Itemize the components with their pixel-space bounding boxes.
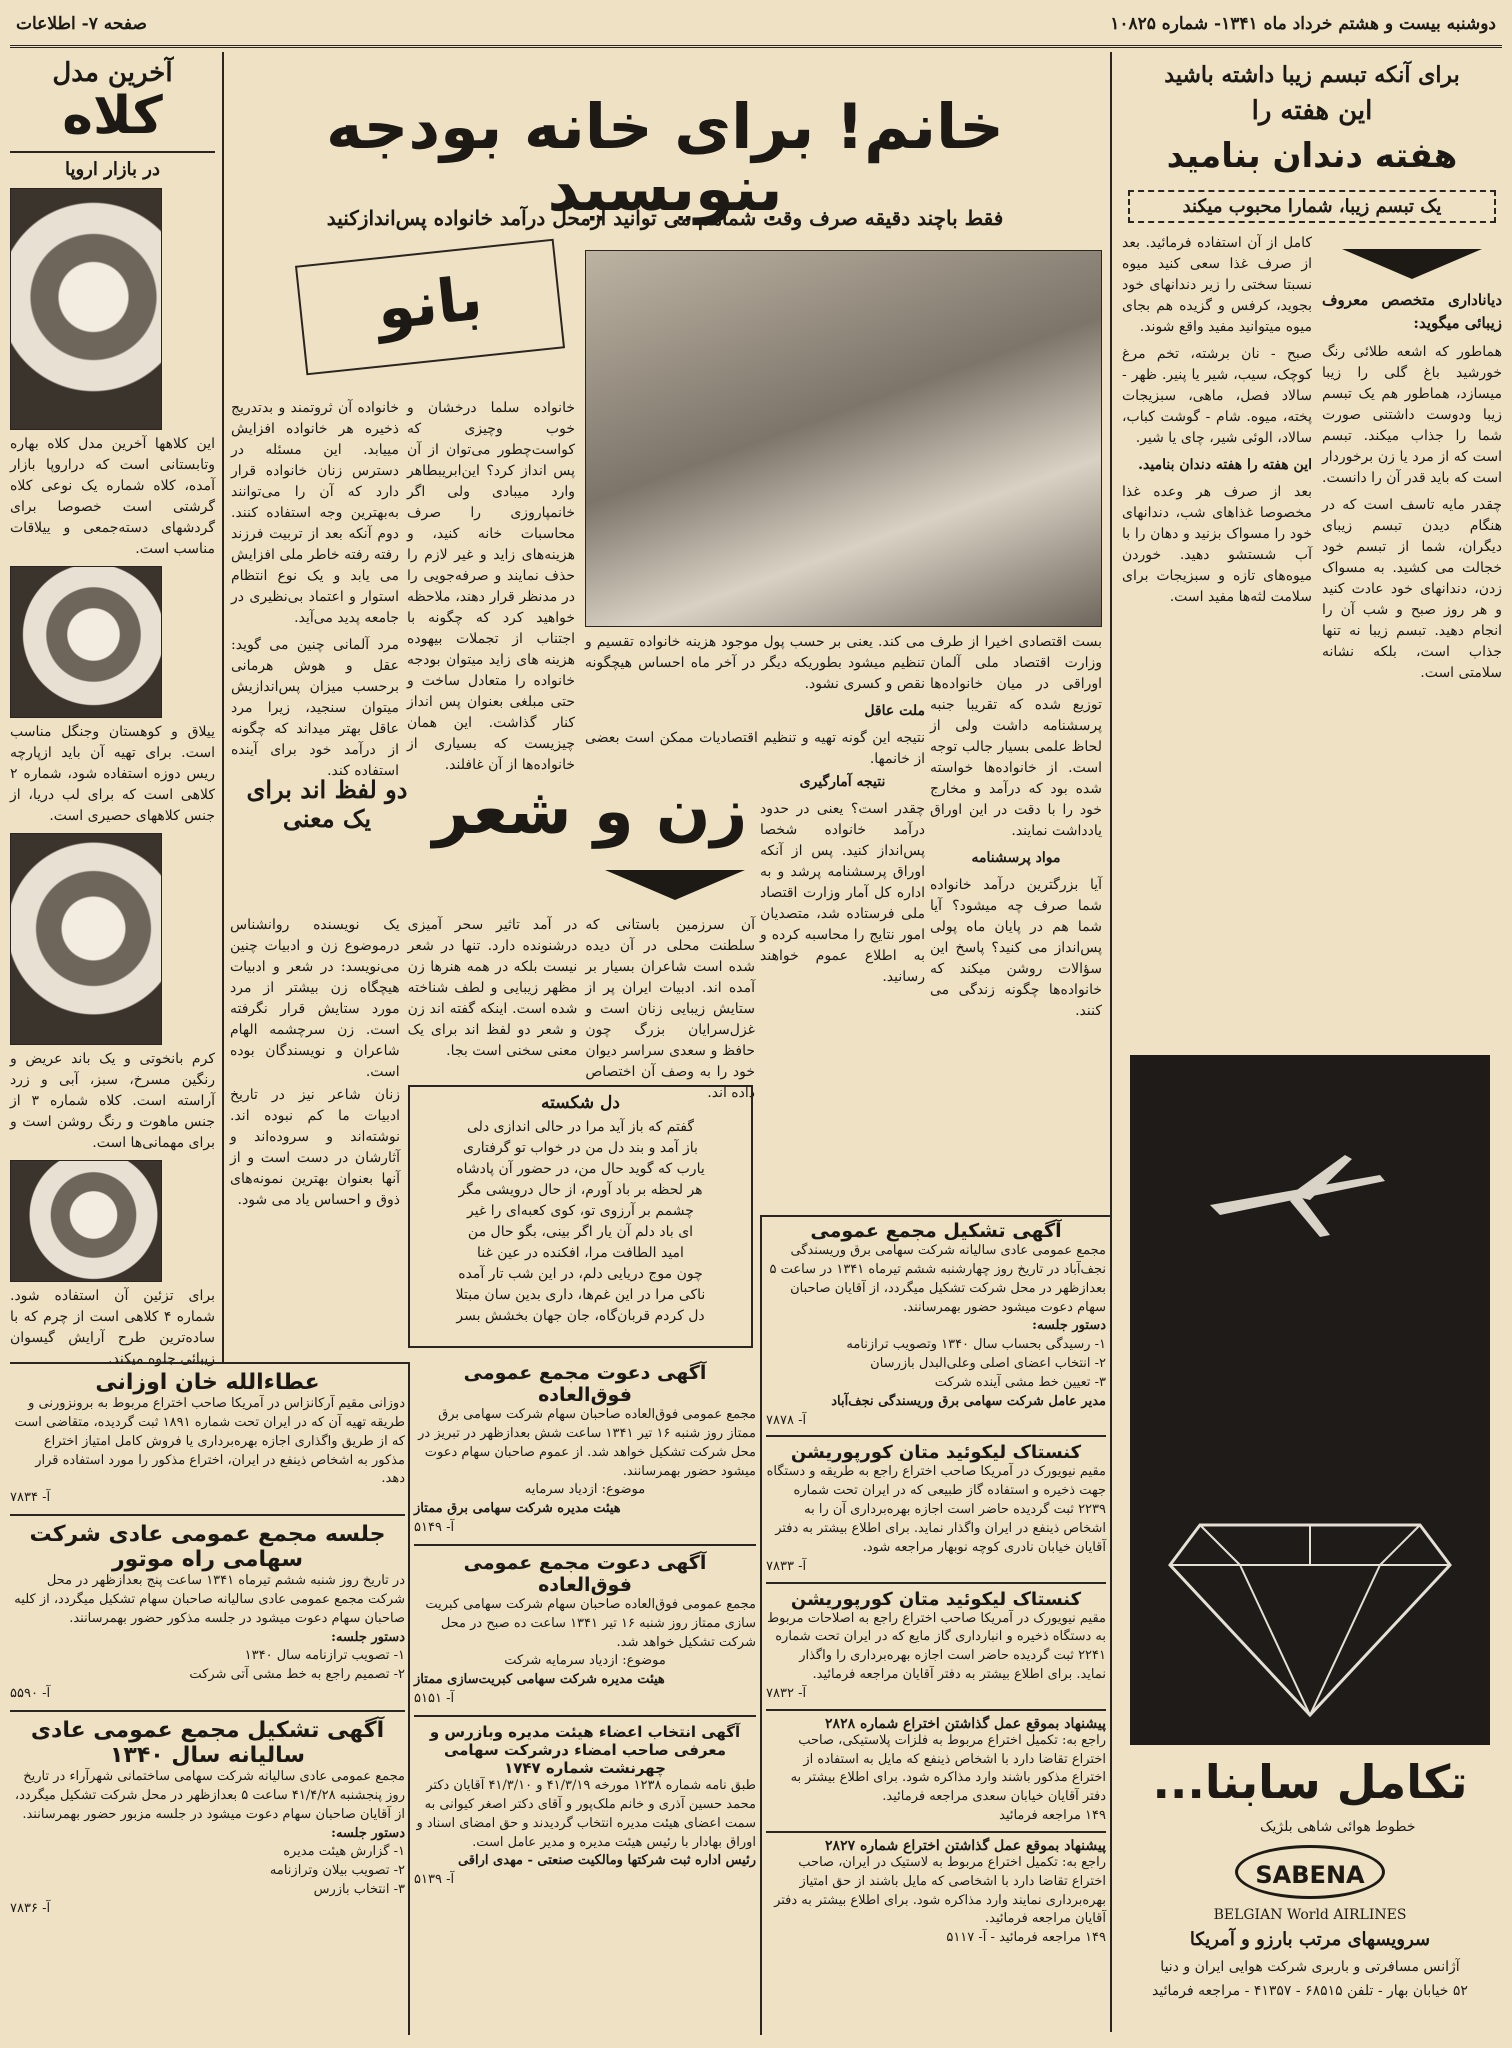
poetry-col-b: در آمد تاثیر سحر آمیزی درشنونده دارد. تنها در شعر نیست بلکه در همه هنرها زن مظهر زیبایی و لطف شناخته شده است. اینکه گفته اند زن و شعر دو لفظ اند برای یک معنی سخنی است بجا. (407, 917, 578, 1059)
poem-box (408, 1085, 753, 1348)
sabena-address: ۵۲ خیابان بهار - تلفن ۶۸۵۱۵ - ۴۱۳۵۷ - مراجعه فرمائید (1152, 1983, 1468, 1999)
budget-col-5: چقدر است؟ یعنی در حدود درآمد خانواده شخصا پس‌انداز کنید. پس از آنکه اوراق پرسشنامه پرشد و به اداره کل آمار وزارت اقتصاد ملی فرستاده شد، متصدیان امور نتایج را محاسبه کرده و به اطلاع عموم خواهند رسانید. (760, 801, 925, 985)
poetry-right-col-end: زنان شاعر نیز در تاریخ ادبیات ما کم نبوده اند. نوشته‌اند و سروده‌اند و آثارشان در دست است و از آنها بعنوان بهترین نمونه‌های ذوق و احساس یاد می شود. (230, 1087, 400, 1208)
ad-sign-chehrnasht: رئیس اداره ثبت شرکتها ومالکیت صنعتی - مهدی اراقی (457, 1853, 756, 1869)
ad-code-constock-1: آ- ۷۸۳۳ (766, 1558, 807, 1574)
hat-photo-3 (10, 833, 162, 1045)
poetry-col-a: یک نویسنده روانشناس درموضوع زن و ادبیات چنین می‌نویسد: در شعر و ادبیات هیچگاه زن بیشتر از مرد مورد ستایش قرار نگرفته است. زن سرچشمه الهام شاعران و نویسندگان بوده است. (229, 917, 400, 1080)
budget-article-mid (585, 632, 925, 767)
sabena-routes: سرویسهای مرتب بارزو و آمریکا (1189, 1929, 1431, 1950)
hat-photo-4 (10, 1160, 162, 1282)
ad-code-ozani: آ- ۷۸۳۴ (10, 1490, 51, 1506)
ad-text-ozani: دوزانی مقیم آرکانزاس در آمریکا صاحب اختراع مربوط به برونزورنی و طریقه تهیه آن که در ایران تحت شماره ۱۸۹۱ ثبت گردیده، متقاضی است که از طریق واگذاری اجازه بهره‌برداری یا فروش کامل امتیاز اختراع مذکور به اشخاص ذینفع در ایران، اختراع مذکور را مورد استفاده قرار دهد. (14, 1396, 405, 1487)
budget-col-4: می کند. یعنی بر حسب پول موجود هزینه خانواده تقسیم و تنظیم میشود بطوریکه دیگر در آخر ماه احساس هیچگونه نقص و کسری نشود. (585, 634, 925, 692)
poem-line: ناکی مرا در این غم‌ها، داری بدین سان مبتلا (455, 1287, 706, 1303)
sabena-agency: آژانس مسافرتی و باربری شرکت هوایی ایران و دنیا (1160, 1959, 1460, 1975)
ad-title-patent-2827: پیشنهاد بموقع عمل گذاشتن اختراع شماره ۲۸۲۷ (825, 1837, 1106, 1854)
budget-col-5-sub: نتیجه آمارگیری (799, 774, 886, 790)
airplane-diamond-illustration (1130, 1055, 1490, 1745)
teeth-text-2: چقدر مایه تاسف است که در هنگام دیدن تبسم زیبای دیگران، شما از تبسم خود خجالت می کشید. به مسواک زدن، دندانهای خود عادت کنید و هر روز صبح و شب آن را انجام دهید. تبسم زیبا نه تنها جذاب است، بلکه نشانه سلامتی است. (1322, 496, 1502, 681)
teeth-article (1122, 58, 1502, 1048)
down-arrow-icon (605, 870, 745, 900)
poem-title: دل شکسته (541, 1093, 620, 1113)
poem-line: ای باد دلم آن یار اگر بینی، بگو حال من (467, 1224, 694, 1240)
ad-text-rah-motor: در تاریخ روز شنبه ششم تیرماه ۱۳۴۱ ساعت پنج بعدازظهر در محل شرکت مجمع عمومی عادی سالیانه صاحبان سهام تشکیل میگردد، از کلیه صاحبان سهام دعوت میشود در جلسه مذکور حضور بهمرسانند. (14, 1573, 405, 1626)
ad-text-patent-2828: راجع به: تکمیل اختراع مربوط به فلزات پلاستیکی، صاحب اختراع تقاضا دارد با اشخاص ذینفع که مایل به استفاده از اختراع مذکور باشند وارد مذاکره شود. برای اطلاع بیشتر به دفتر آقایان خیابان سعدی مراجعه فرمائید. (790, 1732, 1106, 1805)
hats-text-4: برای تزئین آن استفاده شود. شماره ۴ کلاهی است از چرم که با ساده‌ترین طرح آرایش گیسوان زیبائی جلوه میکند. (10, 1288, 215, 1368)
teeth-subhead-2: این هفته را هفته دندان بنامید. (1138, 457, 1312, 473)
hats-text-3: کرم بانخوتی و یک باند عریض و رنگین مسرخ، سبز، آبی و زرد آراسته است. کلاه شماره ۳ از جنس ماهوت و رنگ روشن است و برای مهمانی‌ها است. (10, 1051, 215, 1152)
budget-col-1: خانواده سلما درخشان و خوب وچیزی که کواست‌چطور می‌توان از آن پس انداز کرد؟ این‌ابریبطاهر وارد میبادی ولی اگر خانمپارو‌زی را صرف محاسبات خانه کنید، و هزینه‌های زاید و غیر لازم را حذف نمایند و صرفه‌جویی را در مدنظر قرار دهند، ملاحظه خواهید کرد که چگونه با اجتناب از تجملات بیهوده هزینه های زاید میتوان بودجه خانواده را متعادل ساخت و حتی مبلغی بعنوان پس انداز کنار گذاشت. این همان چیزیست که بسیاری از خانواده‌ها از آن غافلند. (407, 400, 575, 773)
teeth-boxed-tagline: یک تبسم زیبا، شمارا محبوب میکند (1128, 190, 1496, 223)
ads-right-column (766, 1220, 1106, 2035)
ad-text-barq-momtaz: مجمع عمومی فوق‌العاده صاحبان سهام شرکت سهامی برق ممتاز روز شنبه ۱۶ تیر ۱۳۴۱ ساعت شش بعدازظهر در تبریز در محل شرکت تشکیل خواهد شد. از عموم صاحبان سهام دعوت میشود حضور بهمرسانند. (418, 1407, 756, 1479)
ad-code-patent-2828: ۱۴۹ مراجعه فرمائید (999, 1808, 1106, 1824)
budget-col-4-tag: ملت عاقل (864, 703, 925, 719)
ad-text-shahrara: مجمع عمومی عادی سالیانه شرکت سهامی ساختمانی شهرآراء در تاریخ روز پنجشنبه ۴۱/۴/۲۸ ساعت ۵ بعدازظهر در محل شرکت تشکیل میگردد، از آقایان صاحبان سهام دعوت میشود در جلسه مزبور حضور بهمرسانند. (14, 1768, 405, 1822)
poem-line: چشمم بر آرزوی تو، کوی کعبه‌ای را غیر (467, 1203, 694, 1219)
teeth-title-2: هفته دندان بنامید (1166, 136, 1458, 176)
ad-code-patent-2827: ۱۴۹ مراجعه فرمائید - آ- ۵۱۱۷ (946, 1930, 1106, 1946)
section-subtitle: دو لفظ اند برای یک معنی (246, 775, 408, 833)
sabena-airline-line: BELGIAN World AIRLINES (1213, 1907, 1407, 1923)
ad-text-chehrnasht: طبق نامه شماره ۱۲۳۸ مورخه ۴۱/۳/۱۹ و ۴۱/۳/۱۰ آقایان دکتر محمد حسین آذری و خانم ملک‌پور و آقای دکتر اصغر کیوانی به سمت اعضای هیئت مدیره انتخاب گردیدند و حق امضای اسناد و اوراق بهادار با رئیس هیئت مدیره و مدیر عامل است. (416, 1777, 756, 1850)
agenda-item: ۲- انتخاب اعضای اصلی وعلی‌البدل بازرسان (870, 1356, 1106, 1372)
poem-line: هر لحظه بر باد آورم، از حال درویشی مگر (458, 1182, 703, 1198)
page-header (10, 8, 1502, 48)
ad-text-kebrit: مجمع عمومی فوق‌العاده صاحبان سهام شرکت سهامی کبریت سازی ممتاز روز شنبه ۱۶ تیر ۱۳۴۱ ساعت ده صبح در محل شرکت تشکیل خواهد شد. (425, 1596, 756, 1650)
budget-col-4-tail: نتیجه این گونه تهیه و تنظیم اقتصادیات ممکن است بعضی از خانمها. (585, 730, 925, 767)
ad-code-kebrit: آ- ۵۱۵۱ (414, 1691, 455, 1707)
ad-title-barq-momtaz: آگهی دعوت مجمع عمومی فوق‌العاده (463, 1362, 707, 1406)
ad-text-constock-1: مقیم نیویورک در آمریکا صاحب اختراع راجع به طریقه و دستگاه جهت ذخیره و استفاده گاز طبیعی که در ایران تحت شماره ۲۲۳۹ ثبت گردیده حاضر است اجازه بهره‌برداری آن را به اشخاص ذینفع در ایران واگذار نماید. برای اطلاع بیشتر به دفتر آقایان خیابان نادری کوچه نوبهار مراجعه شود. (766, 1464, 1106, 1555)
ad-code-shahrara: آ- ۷۸۳۶ (10, 1900, 51, 1916)
hats-title-small: آخرین مدل (52, 58, 173, 88)
poetry-article-lower (230, 1085, 400, 1350)
poem-line: یارب که گوید حال من، در حضور آن پادشاه (456, 1161, 705, 1177)
ad-topic-kebrit: موضوع: ازدیاد سرمایه شرکت (504, 1653, 666, 1669)
ad-title-ozani: عطاءالله خان اوزانی (95, 1370, 320, 1395)
sabena-headline: تکامل سابنا... (1152, 1755, 1468, 1809)
agenda-item: ۳- انتخاب بازرس (313, 1882, 405, 1898)
agenda-item: دستور جلسه: (331, 1629, 405, 1645)
budget-photo (585, 250, 1102, 627)
budget-article-mid-2 (760, 772, 925, 1212)
agenda-item: ۱- رسیدگی بحساب سال ۱۳۴۰ وتصویب ترازنامه (846, 1337, 1106, 1353)
header-date-issue: دوشنبه بیست و هشتم خرداد ماه ۱۳۴۱- شماره ۱۰۸۲۵ (1110, 14, 1496, 34)
ad-title-kebrit: آگهی دعوت مجمع عمومی فوق‌العاده (463, 1551, 707, 1596)
ad-title-constock-2: کنستاک لیکوئید متان کورپوریشن (790, 1588, 1082, 1610)
ad-sign-najafabad: مدیر عامل شرکت سهامی برق وریسندگی نجف‌آباد (831, 1393, 1106, 1409)
ad-title-shahrara: آگهی تشکیل مجمع عمومی عادی سالیانه سال ۱۳۴۰ (30, 1717, 385, 1768)
sabena-logo: SABENA (1235, 1845, 1385, 1899)
ad-title-chehrnasht: آگهی انتخاب اعضاء هیئت مدیره وبازرس و معرفی صاحب امضاء درشرکت سهامی چهرنشت شماره ۱۷۴۷ (429, 1722, 741, 1777)
poem-line: چون موج دریایی دلم، در این شب تار آمده (458, 1266, 703, 1282)
ad-text-patent-2827: راجع به: تکمیل اختراع مربوط به لاستیک در ایران، صاحب اختراع تقاضا دارد با اشخاصی که مایل باشند از حق امتیاز بهره‌برداری نمایند وارد مذاکره شود. برای اطلاع بیشتر به دفتر آقایان مراجعه فرمائید. (774, 1854, 1106, 1927)
poem-line: باز آمد و بند دل من در خواب تو گرفتاری (463, 1140, 698, 1156)
agenda-item: ۱- تصویب ترازنامه سال ۱۳۴۰ (244, 1648, 405, 1664)
ad-code-barq-momtaz: آ- ۵۱۴۹ (414, 1520, 455, 1536)
ad-title-patent-2828: پیشنهاد بموقع عمل گذاشتن اختراع شماره ۲۸۲۸ (825, 1715, 1106, 1732)
poetry-col-c: آن سرزمین باستانی که سلطنت محلی در آن دیده شده است شاعران بسیار بر آمده اند. ادبیات ایران پر از ستایش زیبایی زنان است و غزل‌سرایان بزرگ چون حافظ و سعدی سراسر دیوان خود را به وصف آن اختصاص داده اند. (585, 917, 755, 1101)
teeth-text-1: هماطور که اشعه طلائی رنگ خورشید باغ گلی را زیبا میسازد، هماطور هم یک تبسم زیبا ودوست داشتنی صورت شما را جذاب میکند. تبسم است که از مرد یا زن برخوردار است که باید قدر آن را دانست. (1322, 343, 1502, 486)
budget-col-6b: آیا بزرگترین درآمد خانواده شما صرف چه میشود؟ آیا شما هم در پایان ماه پولی پس‌انداز می کنید؟ پاسخ این سؤالات روشن میکند که خانواده‌ها چگونه زندگی می کنند. (930, 877, 1102, 1019)
ads-left-column (10, 1370, 405, 2035)
section-arrow (600, 870, 750, 910)
poem-line: گفتم که باز آید مرا در حالی اندازی دلی (467, 1119, 694, 1135)
main-subheadline: فقط باچند دقیقه صرف وقت شماهم می توانید ازمحل درآمد خانواده پس‌اندازکنید (326, 206, 1004, 230)
header-page-label: صفحه ۷- اطلاعات (16, 14, 147, 34)
hats-title-big: کلاه (62, 86, 163, 146)
section-title-woman-poetry: زن و شعر (432, 775, 748, 849)
sabena-ad[interactable] (1120, 1055, 1500, 2030)
ads-middle-column (414, 1362, 756, 2035)
hats-subtitle: در بازار اروپا (10, 151, 215, 180)
poetry-article (229, 915, 755, 1101)
budget-col-6-sub: مواد پرسشنامه (971, 850, 1061, 866)
sabena-ad-image (1130, 1055, 1490, 1745)
hats-article (10, 58, 215, 1368)
teeth-text-3: بعد از صرف هر وعده غذا مخصوصا غذاهای شب، دندانهای خود را مسواک بزنید و دهان را با آب شستشو دهید. خوردن میوه‌های تازه و سبزیجات برای سلامت لثه‌ها مفید است. (1122, 484, 1312, 605)
hats-text-1: این کلاهها آخرین مدل کلاه بهاره وتابستانی است که دراروپا بازار آمده، کلاه شماره یک نوعی کلاه گرشتی است خصوصا برای گردشهای دسته‌جمعی و ییلاقات مناسب است. (10, 436, 215, 558)
agenda-item: دستور جلسه: (1032, 1318, 1106, 1334)
budget-article-right (930, 632, 1102, 1132)
teeth-text-4: کامل از آن استفاده فرمائید. بعد از صرف غذا سعی کنید میوه نسبتا سختی را زیر دندانهای خود بجوید، کرفس و گزیده هم بجای میوه میتوانید مفید واقع شوند. (1122, 235, 1312, 335)
ad-title-rah-motor: جلسه مجمع عمومی عادی شرکت سهامی راه موتور (29, 1522, 386, 1573)
hat-photo-2 (10, 566, 162, 718)
teeth-title-1: این هفته را (1251, 96, 1373, 126)
down-arrow-icon (1342, 249, 1482, 279)
teeth-lead: برای آنکه تبسم زیبا داشته باشید (1164, 62, 1460, 88)
ad-code-najafabad: آ- ۷۸۷۸ (766, 1412, 807, 1428)
ad-text-najafabad: مجمع عمومی عادی سالیانه شرکت سهامی برق وریسندگی نجف‌آباد در تاریخ روز چهارشنبه ششم تیرماه ۱۳۴۱ در ساعت ۵ بعدازظهر در محل شرکت تشکیل میگردد، از آقایان صاحبان سهام دعوت میشود حضور بهمرسانند. (769, 1243, 1106, 1315)
banoo-logo: بانو (295, 239, 565, 376)
ad-title-constock-1: کنستاک لیکوئید متان کورپوریشن (790, 1442, 1082, 1464)
hats-text-2: ییلاق و کوهستان وجنگل مناسب است. برای تهیه آن باید ازپارچه ریس دوزه استفاده شود، شماره ۲ کلاهی است که برای لب دریا، از جنس کلاههای حصیری است. (10, 724, 215, 825)
ad-sign-barq-momtaz: هیئت مدیره شرکت سهامی برق ممتاز (414, 1501, 621, 1517)
teeth-subhead: دیاناداری متخصص معروف زیبائی میگوید: (1322, 291, 1502, 333)
teeth-text-5: صبح - نان برشته، تخم مرغ کوچک، سیب، شیر یا پنیر. ظهر - سالاد فصل، ماهی، سبزیجات پخته، میوه. شام - گوشت کباب، سالاد، الوئی شیر، چای یا شیر. (1122, 346, 1312, 446)
poem-line: امید الطافت مرا، افکنده در عین غنا (477, 1245, 684, 1261)
ad-code-chehrnasht: آ- ۵۱۳۹ (414, 1872, 455, 1888)
ad-title-najafabad: آگهی تشکیل مجمع عمومی (810, 1220, 1062, 1242)
agenda-item: ۲- تصویب بیلان وترازنامه (269, 1863, 405, 1879)
agenda-item: ۳- تعیین خط مشی آینده شرکت (934, 1374, 1106, 1390)
hat-photo-1 (10, 188, 162, 430)
ad-text-constock-2: مقیم نیویورک در آمریکا صاحب اختراع راجع به اصلاحات مربوط به دستگاه ذخیره و انبارداری گاز مایع که در ایران تحت شماره ۲۲۴۱ ثبت گردیده حاضر است اجازه بهره‌برداری را واگذار نماید. برای اطلاع بیشتر به دفتر آقایان مراجعه فرمائید. (767, 1610, 1106, 1683)
ad-code-constock-2: آ- ۷۸۳۲ (766, 1685, 807, 1701)
ad-code-rah-motor: آ- ۵۵۹۰ (10, 1686, 51, 1702)
ad-sign-kebrit: هیئت مدیره شرکت سهامی کبریت‌سازی ممتاز (414, 1672, 665, 1688)
main-headline: خانم! برای خانه بودجه بنویسید (326, 90, 1004, 225)
ad-topic-barq-momtaz: موضوع: ازدیاد سرمایه (524, 1482, 646, 1498)
poem-line: دل کردم قربان‌گاه، جان جهان بخشش بسر (456, 1308, 705, 1324)
agenda-item: ۱- گزارش هیئت مدیره (283, 1844, 405, 1860)
budget-col-3: مرد آلمانی چنین می گوید: عقل و هوش هرمانی برحسب میزان پس‌اندازیش میتوان سنجید، زیرا مرد عاقل بهتر میداند که چگونه از درآمد خود برای آینده استفاده کند. (231, 637, 399, 779)
budget-col-6: بست اقتصادی اخیرا از طرف وزارت اقتصاد ملی آلمان اوراقی در میان خانواده‌ها توزیع شده که تقریبا جنبه پرسشنامه داشت ولی از لحاظ علمی بسیار جالب توجه است. از خانواده‌ها خواسته شده بود که درآمد و مخارج خود را با دقت در این اوراق یادداشت نمایند. (930, 634, 1102, 839)
sabena-tagline: خطوط هوائی شاهی بلژیک (1260, 1819, 1416, 1835)
agenda-item: دستور جلسه: (331, 1825, 405, 1841)
budget-col-2: خانواده آن ثروتمند و بدتدریج ذخیره هر خانواده افزایش مییابد. این مسئله در دسترس زنان خانواده قرار دارد که آن را می‌توانند به‌بهترین وجه استفاده کنند. دوم آنکه بعد از تربیت فرزند رفته رفته خاطر ملی افزایش می یابد و یک نوع انتظام استوار و اعتماد بی‌نظیری در جامعه پدید می‌آید. (231, 400, 399, 626)
budget-article-left (230, 398, 575, 779)
agenda-item: ۲- تصمیم راجع به خط مشی آتی شرکت (189, 1667, 405, 1683)
